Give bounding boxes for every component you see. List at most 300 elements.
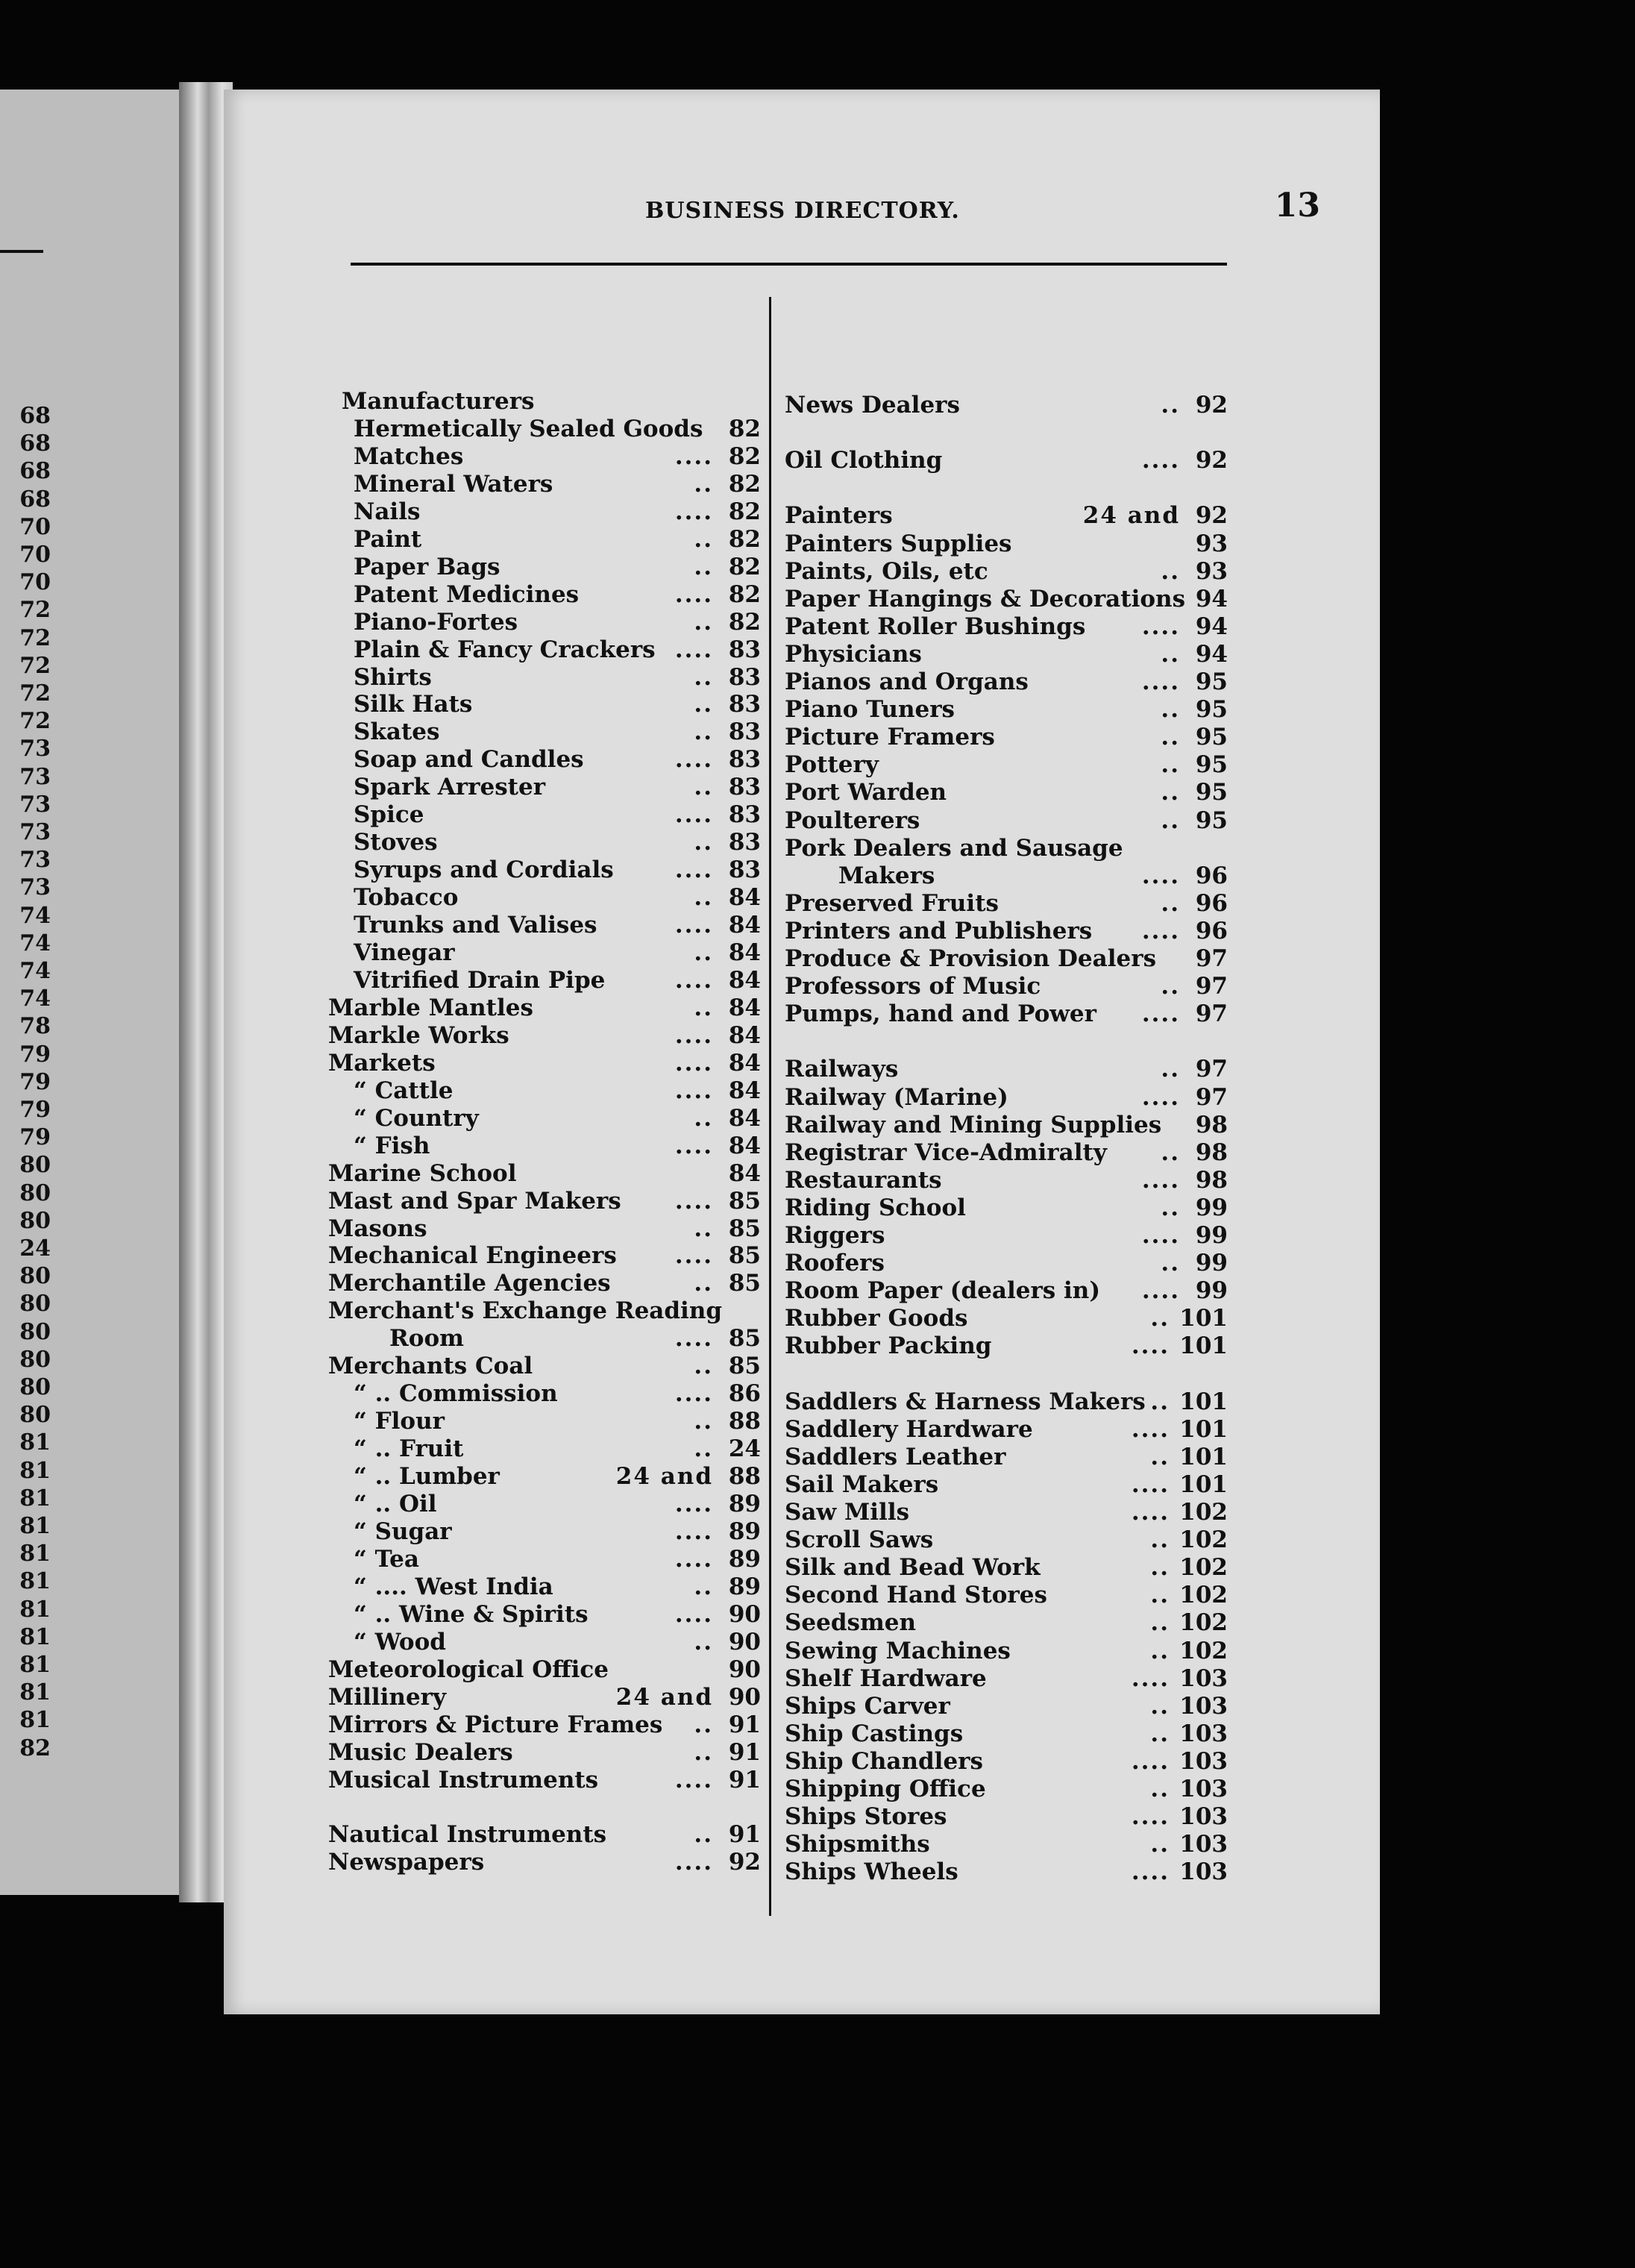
previous-page-number: 72: [19, 597, 51, 624]
entry-name: Saddlery Hardware: [785, 1415, 1033, 1443]
previous-page-number: 80: [19, 1152, 51, 1179]
entry-page: 102: [1179, 1499, 1228, 1526]
previous-page-number: 82: [19, 1735, 51, 1761]
entry-leader: ....: [674, 1545, 713, 1573]
entry-name: Stoves: [354, 829, 438, 856]
entry-name: Oil Clothing: [785, 447, 943, 474]
previous-page-strip: [0, 90, 179, 1895]
entry-name: Skates: [354, 718, 440, 746]
entry-page: 82: [728, 580, 761, 608]
entry-leader: ....: [674, 636, 713, 663]
entry-leader: ..: [694, 1104, 713, 1132]
entry-name: Mechanical Engineers: [328, 1242, 617, 1270]
entry-name: Markle Works: [328, 1021, 509, 1049]
entry-name: Piano-Fortes: [354, 608, 518, 636]
entry-leader: ..: [1161, 889, 1180, 917]
previous-page-number: 73: [19, 791, 51, 818]
entry-name: Vitrified Drain Pipe: [354, 966, 606, 994]
entry-page: 84: [728, 939, 761, 966]
entry-page: 83: [728, 746, 761, 774]
entry-leader: ....: [1141, 1000, 1180, 1028]
entry-page: 94: [1195, 585, 1228, 613]
previous-page-number: 24: [19, 1235, 51, 1262]
entry-page: 102: [1179, 1637, 1228, 1664]
entry-page: 83: [728, 801, 761, 829]
entry-leader: ..: [694, 1353, 713, 1380]
entry-leader: ....: [674, 1380, 713, 1408]
entry-name: Shirts: [354, 663, 432, 691]
entry-name: Silk Hats: [354, 691, 473, 718]
entry-name: Mast and Spar Makers: [328, 1187, 621, 1215]
entry-name: Produce & Provision Dealers: [785, 945, 1157, 972]
entry-name: “ .. Lumber: [354, 1463, 500, 1491]
entry-leader: ....: [1131, 1332, 1170, 1360]
entry-name: Plain & Fancy Crackers: [354, 636, 656, 663]
entry-page: 85: [728, 1215, 761, 1242]
entry-page: 83: [728, 636, 761, 663]
previous-page-number: 74: [19, 930, 51, 956]
entry-leader: ....: [1141, 1277, 1180, 1305]
entry-page: 101: [1179, 1470, 1228, 1498]
previous-page-number: 70: [19, 542, 51, 568]
entry-leader: ....: [1141, 668, 1180, 695]
left-index-column: [328, 90, 761, 2268]
entry-page: 96: [1195, 917, 1228, 945]
previous-page-number: 68: [19, 458, 51, 485]
entry-leader: ..: [694, 994, 713, 1021]
entry-page: 94: [1195, 613, 1228, 640]
entry-leader: ....: [1141, 1222, 1180, 1249]
entry-name: Mirrors & Picture Frames: [328, 1711, 663, 1738]
entry-name: Saddlers & Harness Makers: [785, 1388, 1146, 1415]
entry-leader: ....: [674, 1242, 713, 1270]
entry-name: Shipsmiths: [785, 1831, 930, 1858]
entry-page: 89: [728, 1573, 761, 1600]
entry-leader: ..: [1161, 1056, 1180, 1083]
column-divider: [769, 297, 771, 1916]
entry-page: 95: [1195, 779, 1228, 806]
entry-name: Scroll Saws: [785, 1526, 934, 1554]
entry-page: 82: [728, 415, 761, 442]
entry-leader: ..: [1161, 806, 1180, 834]
entry-page: 102: [1179, 1526, 1228, 1554]
entry-leader: ..: [1161, 640, 1180, 668]
entry-page: 84: [728, 1132, 761, 1159]
entry-leader: ..: [694, 1435, 713, 1463]
entry-name: Picture Framers: [785, 724, 995, 751]
entry-name: Preserved Fruits: [785, 889, 999, 917]
entry-leader: ..: [694, 1711, 713, 1738]
entry-name: Paints, Oils, etc: [785, 557, 988, 585]
entry-name: Mineral Waters: [354, 470, 553, 498]
entry-name: News Dealers: [785, 392, 960, 419]
entry-leader: ....: [1131, 1470, 1170, 1498]
entry-page: 95: [1195, 668, 1228, 695]
previous-page-number: 72: [19, 708, 51, 735]
entry-leader: ....: [1141, 1166, 1180, 1194]
entry-leader: ..: [1150, 1720, 1170, 1747]
entry-name: Riggers: [785, 1222, 885, 1249]
entry-leader: ....: [1141, 447, 1180, 474]
entry-leader: ..: [1161, 779, 1180, 806]
entry-page: 103: [1179, 1831, 1228, 1858]
entry-name: “ Country: [354, 1104, 479, 1132]
previous-page-number: 80: [19, 1402, 51, 1429]
previous-page-number: 73: [19, 763, 51, 790]
entry-page: 83: [728, 829, 761, 856]
entry-name: Shipping Office: [785, 1776, 986, 1802]
entry-leader: ..: [1150, 1443, 1170, 1470]
entry-name: Vinegar: [354, 939, 455, 966]
entry-page: 84: [728, 1159, 761, 1187]
entry-leader: 24 and: [1082, 502, 1180, 530]
entry-leader: ....: [674, 1766, 713, 1794]
entry-leader: ..: [694, 663, 713, 691]
entry-name: Second Hand Stores: [785, 1582, 1047, 1609]
entry-page: 98: [1195, 1166, 1228, 1194]
entry-leader: ....: [674, 1849, 713, 1876]
entry-page: 24: [728, 1435, 761, 1463]
previous-page-number: 78: [19, 1013, 51, 1040]
entry-leader: ..: [694, 829, 713, 856]
entry-page: 101: [1179, 1388, 1228, 1415]
entry-page: 102: [1179, 1582, 1228, 1609]
entry-page: 89: [728, 1545, 761, 1573]
previous-page-number: 80: [19, 1263, 51, 1290]
entry-page: 98: [1195, 1111, 1228, 1138]
previous-page-number: 80: [19, 1180, 51, 1206]
previous-page-number: 81: [19, 1596, 51, 1623]
entry-leader: ....: [674, 1132, 713, 1159]
entry-leader: ....: [1141, 917, 1180, 945]
previous-page-rule: [0, 250, 43, 253]
entry-leader: ..: [694, 1408, 713, 1435]
entry-leader: ..: [694, 1270, 713, 1297]
entry-name: Musical Instruments: [328, 1766, 599, 1794]
entry-name: Riding School: [785, 1194, 966, 1221]
previous-page-number: 70: [19, 513, 51, 540]
entry-name: Marble Mantles: [328, 994, 533, 1021]
entry-name: Rubber Goods: [785, 1305, 968, 1332]
entry-leader: ..: [694, 553, 713, 580]
entry-page: 85: [728, 1325, 761, 1353]
entry-name: Silk and Bead Work: [785, 1554, 1041, 1582]
previous-page-number: 73: [19, 847, 51, 874]
entry-name: Painters Supplies: [785, 530, 1012, 557]
entry-page: 83: [728, 856, 761, 884]
entry-name: “ Sugar: [354, 1517, 452, 1545]
entry-leader: ....: [1131, 1858, 1170, 1886]
entry-name: Physicians: [785, 640, 922, 668]
entry-name: Ship Castings: [785, 1720, 964, 1747]
entry-page: 103: [1179, 1747, 1228, 1775]
entry-name: “ Wood: [354, 1628, 446, 1655]
entry-page: 82: [728, 498, 761, 525]
entry-page: 90: [728, 1683, 761, 1711]
previous-page-number: 81: [19, 1485, 51, 1512]
entry-page: 83: [728, 774, 761, 801]
entry-leader: ....: [674, 1077, 713, 1104]
entry-leader: 24 and: [615, 1463, 713, 1491]
previous-page-number: 81: [19, 1623, 51, 1650]
entry-page: 84: [728, 1104, 761, 1132]
entry-leader: ....: [1131, 1747, 1170, 1775]
entry-name: Meteorological Office: [328, 1655, 609, 1683]
previous-page-number: 79: [19, 1124, 51, 1151]
entry-page: 89: [728, 1517, 761, 1545]
entry-name: Saddlers Leather: [785, 1443, 1006, 1470]
page-number: 13: [1274, 187, 1320, 225]
entry-leader: ..: [694, 608, 713, 636]
previous-page-number: 72: [19, 624, 51, 651]
previous-page-number: 73: [19, 874, 51, 901]
entry-page: 82: [728, 470, 761, 498]
entry-page: 89: [728, 1491, 761, 1517]
previous-page-number: 68: [19, 403, 51, 429]
entry-page: 96: [1195, 862, 1228, 889]
entry-page: 102: [1179, 1554, 1228, 1582]
entry-page: 102: [1179, 1609, 1228, 1637]
entry-leader: ....: [1131, 1803, 1170, 1831]
previous-page-number: 81: [19, 1513, 51, 1539]
entry-name: Patent Medicines: [354, 580, 580, 608]
entry-page: 92: [1195, 502, 1228, 530]
previous-page-number: 80: [19, 1207, 51, 1234]
entry-page: 88: [728, 1408, 761, 1435]
entry-leader: ..: [1150, 1305, 1170, 1332]
entry-page: 85: [728, 1353, 761, 1380]
entry-page: 85: [728, 1242, 761, 1270]
entry-name: Painters: [785, 502, 893, 530]
entry-page: 86: [728, 1380, 761, 1408]
entry-name: Sewing Machines: [785, 1637, 1011, 1664]
entry-name: Newspapers: [328, 1849, 485, 1876]
entry-leader: ....: [1131, 1664, 1170, 1692]
entry-name: Pumps, hand and Power: [785, 1000, 1096, 1028]
entry-leader: ..: [1150, 1609, 1170, 1637]
entry-name: Ships Stores: [785, 1803, 947, 1831]
entry-page: 103: [1179, 1664, 1228, 1692]
entry-leader: ..: [1150, 1637, 1170, 1664]
entry-name: Ships Wheels: [785, 1858, 958, 1886]
entry-name: Port Warden: [785, 779, 947, 806]
entry-page: 83: [728, 718, 761, 746]
entry-leader: ..: [694, 884, 713, 912]
entry-page: 99: [1195, 1222, 1228, 1249]
entry-leader: ....: [674, 856, 713, 884]
entry-name: Merchant's Exchange Reading: [328, 1297, 723, 1325]
entry-name: Roofers: [785, 1250, 885, 1277]
entry-page: 92: [1195, 447, 1228, 474]
entry-page: 91: [728, 1766, 761, 1794]
entry-leader: ..: [1150, 1526, 1170, 1554]
entry-name: Merchantile Agencies: [328, 1270, 611, 1297]
previous-page-number: 80: [19, 1291, 51, 1318]
previous-page-number: 80: [19, 1318, 51, 1345]
entry-leader: ..: [1161, 973, 1180, 1000]
entry-name: Millinery: [328, 1683, 447, 1711]
entry-leader: ....: [674, 442, 713, 470]
entry-leader: ..: [694, 691, 713, 718]
entry-name: Manufacturers: [342, 388, 535, 415]
entry-page: 84: [728, 884, 761, 912]
entry-leader: ..: [1150, 1831, 1170, 1858]
entry-name: Spice: [354, 801, 424, 829]
entry-page: 103: [1179, 1692, 1228, 1720]
page-header-title: BUSINESS DIRECTORY.: [645, 198, 960, 224]
entry-leader: ....: [674, 912, 713, 939]
entry-name: Paper Bags: [354, 553, 500, 580]
entry-name: Marine School: [328, 1159, 517, 1187]
entry-page: 103: [1179, 1720, 1228, 1747]
entry-leader: ....: [674, 1600, 713, 1628]
entry-leader: ....: [674, 966, 713, 994]
entry-page: 90: [728, 1600, 761, 1628]
previous-page-number: 79: [19, 1068, 51, 1095]
entry-name: Restaurants: [785, 1166, 942, 1194]
entry-page: 97: [1195, 973, 1228, 1000]
entry-leader: ....: [1131, 1499, 1170, 1526]
entry-name: Tobacco: [354, 884, 459, 912]
previous-page-number: 81: [19, 1541, 51, 1567]
entry-page: 97: [1195, 1056, 1228, 1083]
entry-page: 82: [728, 608, 761, 636]
entry-name: Merchants Coal: [328, 1353, 533, 1380]
entry-name: Registrar Vice-Admiralty: [785, 1138, 1107, 1166]
entry-page: 82: [728, 553, 761, 580]
entry-page: 85: [728, 1187, 761, 1215]
entry-page: 83: [728, 691, 761, 718]
entry-leader: ....: [674, 1049, 713, 1077]
entry-leader: ..: [694, 470, 713, 498]
entry-name: “ Flour: [354, 1408, 445, 1435]
entry-page: 101: [1179, 1415, 1228, 1443]
entry-leader: ..: [1150, 1554, 1170, 1582]
entry-name: Printers and Publishers: [785, 917, 1093, 945]
previous-page-number: 81: [19, 1707, 51, 1734]
entry-page: 95: [1195, 696, 1228, 724]
entry-leader: ..: [1161, 724, 1180, 751]
entry-page: 98: [1195, 1138, 1228, 1166]
entry-leader: ..: [694, 1738, 713, 1766]
entry-page: 85: [728, 1270, 761, 1297]
entry-page: 84: [728, 994, 761, 1021]
entry-page: 96: [1195, 889, 1228, 917]
entry-page: 91: [728, 1711, 761, 1738]
previous-page-number: 81: [19, 1652, 51, 1678]
entry-page: 103: [1179, 1803, 1228, 1831]
entry-leader: ....: [1141, 862, 1180, 889]
entry-leader: ..: [1161, 1194, 1180, 1221]
entry-leader: ..: [1161, 751, 1180, 779]
entry-name: Ships Carver: [785, 1692, 950, 1720]
entry-name: “ .. Commission: [354, 1380, 558, 1408]
entry-name: Nautical Instruments: [328, 1821, 607, 1849]
entry-name: Professors of Music: [785, 973, 1041, 1000]
entry-page: 84: [728, 1077, 761, 1104]
previous-page-number: 68: [19, 430, 51, 457]
entry-page: 101: [1179, 1332, 1228, 1360]
entry-page: 83: [728, 663, 761, 691]
entry-page: 84: [728, 1021, 761, 1049]
entry-name: Makers: [838, 862, 935, 889]
entry-name: Ship Chandlers: [785, 1747, 983, 1775]
entry-page: 88: [728, 1463, 761, 1491]
entry-leader: ..: [694, 1821, 713, 1849]
entry-name: Spark Arrester: [354, 774, 546, 801]
entry-name: Sail Makers: [785, 1470, 939, 1498]
previous-page-number: 72: [19, 652, 51, 679]
entry-page: 92: [728, 1849, 761, 1876]
entry-page: 99: [1195, 1250, 1228, 1277]
entry-name: Poulterers: [785, 806, 920, 834]
entry-name: Trunks and Valises: [354, 912, 597, 939]
previous-page-number: 74: [19, 986, 51, 1012]
entry-leader: ....: [1141, 613, 1180, 640]
entry-name: Pianos and Organs: [785, 668, 1029, 695]
entry-leader: ..: [1161, 1250, 1180, 1277]
entry-leader: ..: [1161, 557, 1180, 585]
entry-name: Hermetically Sealed Goods: [354, 415, 703, 442]
entry-page: 91: [728, 1738, 761, 1766]
entry-name: Pottery: [785, 751, 879, 779]
entry-name: Shelf Hardware: [785, 1664, 987, 1692]
previous-page-number: 70: [19, 569, 51, 596]
entry-name: Railway and Mining Supplies: [785, 1111, 1162, 1138]
previous-page-number: 74: [19, 902, 51, 929]
entry-name: Masons: [328, 1215, 427, 1242]
entry-name: Piano Tuners: [785, 696, 955, 724]
entry-name: Room Paper (dealers in): [785, 1277, 1101, 1305]
previous-page-number: 72: [19, 680, 51, 707]
entry-leader: ....: [674, 746, 713, 774]
entry-leader: ..: [1150, 1582, 1170, 1609]
entry-name: Matches: [354, 442, 464, 470]
entry-leader: ....: [1141, 1083, 1180, 1111]
entry-page: 90: [728, 1628, 761, 1655]
entry-leader: ..: [1161, 1138, 1180, 1166]
previous-page-number: 81: [19, 1679, 51, 1706]
previous-page-number: 74: [19, 958, 51, 984]
entry-name: Pork Dealers and Sausage: [785, 834, 1123, 862]
entry-name: Paper Hangings & Decorations: [785, 585, 1186, 613]
previous-page-number: 80: [19, 1374, 51, 1400]
entry-leader: ....: [674, 1021, 713, 1049]
entry-page: 91: [728, 1821, 761, 1849]
entry-page: 101: [1179, 1443, 1228, 1470]
entry-page: 82: [728, 525, 761, 553]
entry-page: 95: [1195, 806, 1228, 834]
previous-page-number: 81: [19, 1568, 51, 1595]
entry-leader: ..: [1150, 1776, 1170, 1802]
entry-page: 97: [1195, 1000, 1228, 1028]
entry-leader: ..: [694, 718, 713, 746]
previous-page-number: 81: [19, 1457, 51, 1484]
entry-leader: ..: [1161, 696, 1180, 724]
entry-page: 84: [728, 912, 761, 939]
entry-page: 82: [728, 442, 761, 470]
entry-leader: ..: [694, 1628, 713, 1655]
entry-page: 84: [728, 966, 761, 994]
entry-page: 90: [728, 1655, 761, 1683]
entry-page: 95: [1195, 751, 1228, 779]
entry-name: Patent Roller Bushings: [785, 613, 1086, 640]
entry-page: 93: [1195, 557, 1228, 585]
previous-page-number: 68: [19, 486, 51, 513]
entry-name: Nails: [354, 498, 421, 525]
entry-page: 84: [728, 1049, 761, 1077]
entry-name: “ .. Wine & Spirits: [354, 1600, 589, 1628]
